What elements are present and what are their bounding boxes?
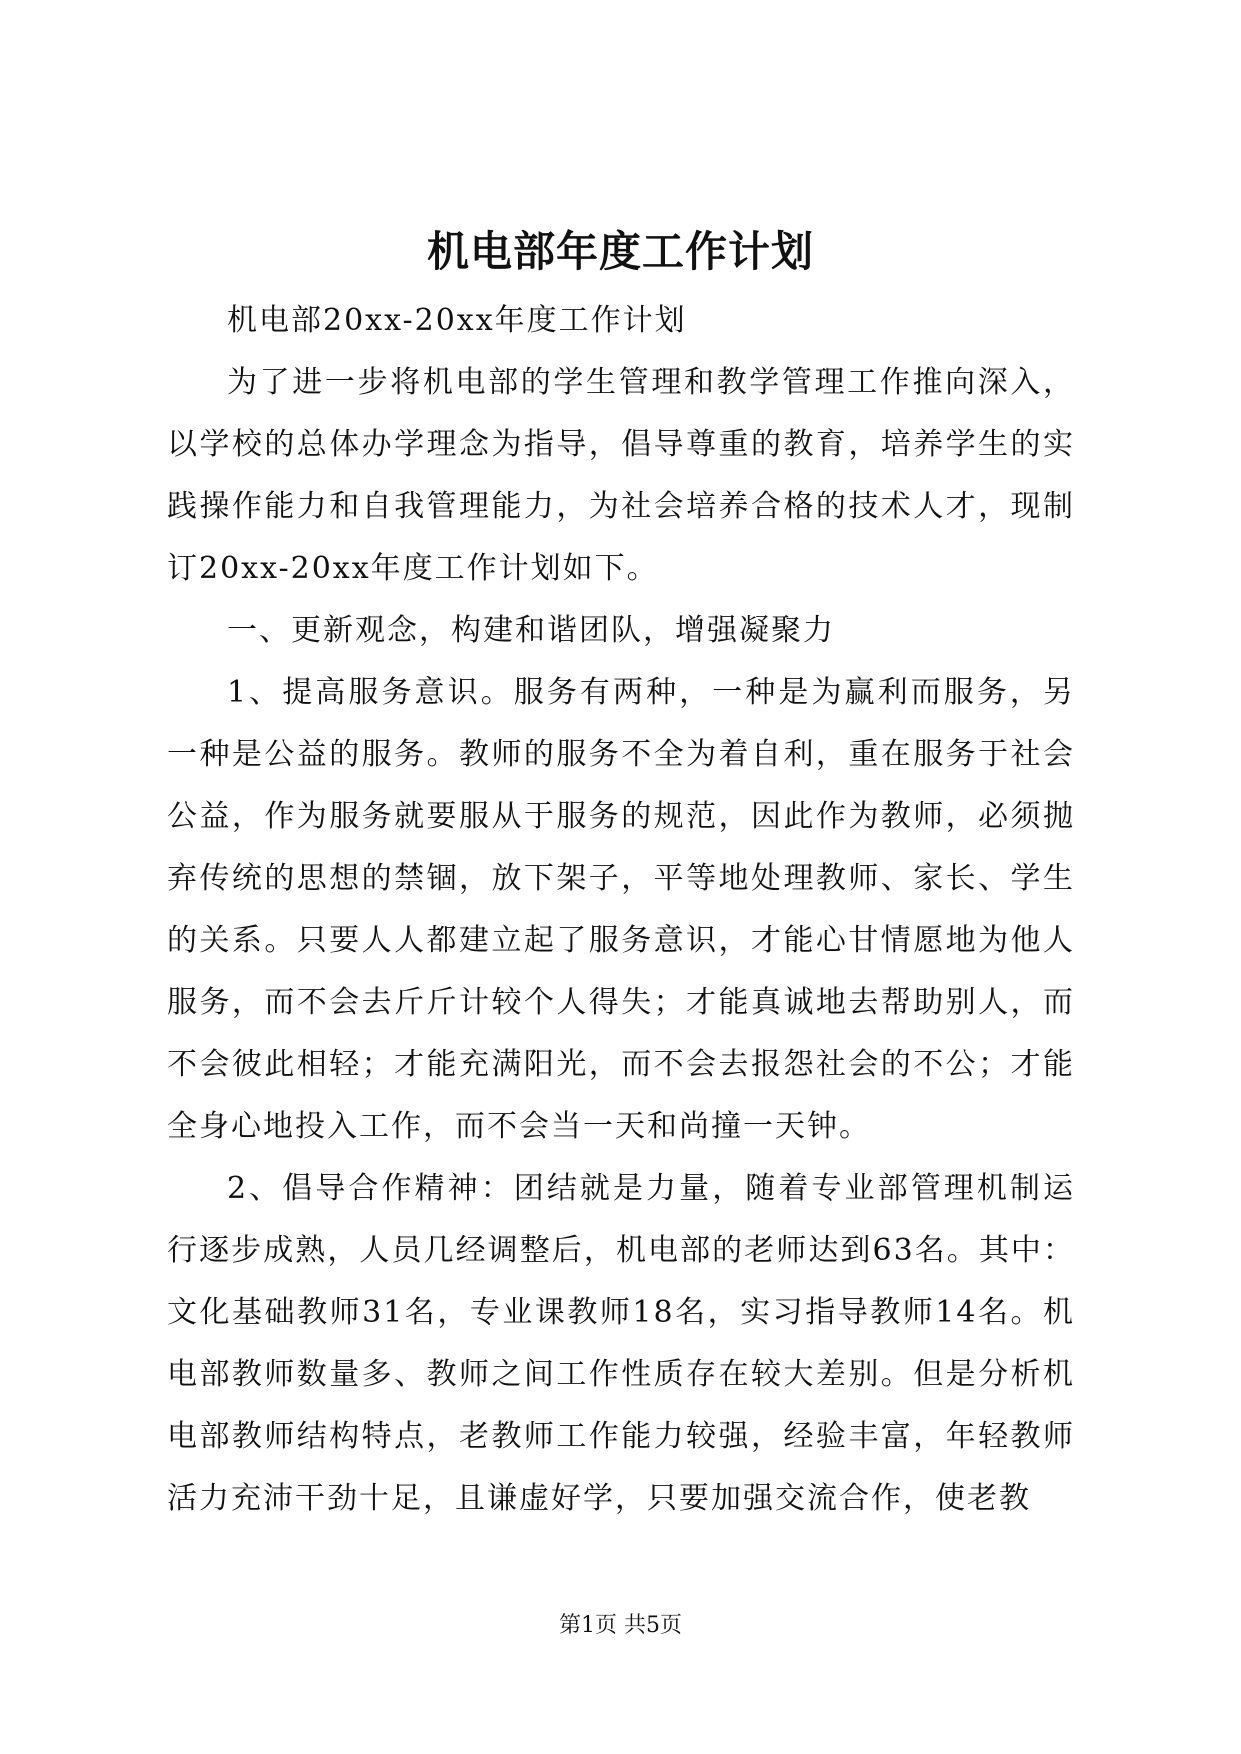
intro-paragraph: 为了进一步将机电部的学生管理和教学管理工作推向深入，以学校的总体办学理念为指导，倡导尊重的教育，培养学生的实践操作能力和自我管理能力，为社会培养合格的技术人才，现制订20xx-20xx年度工作计划如下。: [167, 365, 1075, 586]
page-footer: 第1页 共5页: [559, 1613, 682, 1638]
subtitle-paragraph: 机电部20xx-20xx年度工作计划: [227, 303, 687, 338]
section-heading: 一、更新观念，构建和谐团队，增强凝聚力: [227, 613, 835, 648]
cooperation-paragraph: 2、倡导合作精神：团结就是力量，随着专业部管理机制运行逐步成熟，人员几经调整后，机电部的老师达到63名。其中：文化基础教师31名，专业课教师18名，实习指导教师14名。机电部教师数量多、教师之间工作性质存在较大差别。但是分析机电部教师结构特点，老教师工作能力较强，经验丰富，年轻教师活力充沛干劲十足，且谦虚好学，只要加强交流合作，使老教: [167, 1171, 1075, 1516]
document-title: 机电部年度工作计划: [426, 227, 814, 276]
document-body: [167, 290, 1075, 1530]
service-paragraph: 1、提高服务意识。服务有两种，一种是为赢利而服务，另一种是公益的服务。教师的服务不全为着自利，重在服务于社会公益，作为服务就要服从于服务的规范，因此作为教师，必须抛弃传统的思想的禁锢，放下架子，平等地处理教师、家长、学生的关系。只要人人都建立起了服务意识，才能心甘情愿地为他人服务，而不会去斤斤计较个人得失；才能真诚地去帮助别人，而不会彼此相轻；才能充满阳光，而不会去报怨社会的不公；才能全身心地投入工作，而不会当一天和尚撞一天钟。: [167, 675, 1075, 1144]
